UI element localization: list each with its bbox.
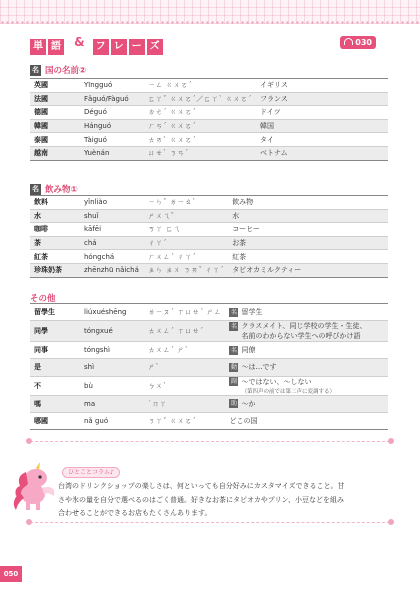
word-cell: 泰國	[30, 133, 80, 147]
part-of-speech-icon: 名	[230, 346, 237, 354]
word-cell: 德國	[30, 106, 80, 120]
title-phrase-box-group	[93, 34, 165, 53]
audio-track-number: 030	[355, 38, 372, 47]
meaning-text: どこの国	[229, 416, 258, 425]
zhuyin-cell: ㄎㄚ ㄈㄟ	[144, 223, 228, 237]
table-row	[30, 321, 388, 342]
pinyin-cell: hóngchá	[80, 250, 144, 264]
zhuyin-cell: ㄈㄚˇ ㄍㄨㄛˊ／ㄈㄚˋ ㄍㄨㄛˊ	[144, 92, 256, 106]
word-cell: 咖啡	[30, 223, 80, 237]
table-row	[30, 250, 388, 264]
word-cell: 同學	[30, 321, 80, 342]
vocab-table-drinks	[30, 195, 388, 278]
section-title-text: その他	[30, 294, 56, 304]
title-char-box: レ	[111, 39, 127, 55]
meaning-text: ～は…です	[241, 363, 277, 372]
pinyin-cell: Déguó	[80, 106, 144, 120]
pinyin-cell: Fǎguó/Fàguó	[80, 92, 144, 106]
section-title-text: 国の名前②	[45, 66, 87, 76]
headphones-icon	[344, 38, 353, 45]
meaning-cell	[225, 359, 388, 376]
pinyin-cell: liúxuéshēng	[80, 304, 144, 321]
word-cell: 不	[30, 376, 80, 395]
pinyin-cell: nǎ guó	[80, 412, 144, 429]
meaning-cell: お茶	[228, 236, 388, 250]
meaning-cell	[225, 395, 388, 412]
title-char-box: ー	[129, 39, 145, 55]
meaning-cell	[225, 376, 388, 395]
table-row	[30, 263, 388, 277]
word-cell: 嗎	[30, 395, 80, 412]
meaning-cell: コーヒー	[228, 223, 388, 237]
pinyin-cell: Yīngguó	[80, 79, 144, 93]
pinyin-cell: zhēnzhū nǎichá	[80, 263, 144, 277]
pinyin-cell: yǐnliào	[80, 196, 144, 210]
table-row	[30, 342, 388, 359]
table-row	[30, 209, 388, 223]
table-row	[30, 196, 388, 210]
meaning-cell: タピオカミルクティー	[228, 263, 388, 277]
page-header	[30, 34, 376, 52]
top-decorative-pattern	[0, 0, 420, 24]
meaning-text: ～か	[241, 399, 256, 408]
zhuyin-cell: ㄔㄚˊ	[144, 236, 228, 250]
pinyin-cell: bù	[80, 376, 144, 395]
table-row	[30, 304, 388, 321]
audio-track-badge	[340, 36, 376, 49]
table-row	[30, 146, 388, 160]
word-cell: 飲料	[30, 196, 80, 210]
word-cell: 法國	[30, 92, 80, 106]
column-line: 台湾のドリンクショップの楽しさは、何といっても自分好みにカスタマイズできること。甘	[58, 482, 345, 490]
meaning-cell: ベトナム	[256, 146, 388, 160]
vocab-table-countries	[30, 78, 388, 161]
vocab-table-other	[30, 303, 388, 430]
meaning-cell	[225, 342, 388, 359]
pinyin-cell: tóngxué	[80, 321, 144, 342]
noun-icon: 名	[32, 184, 39, 193]
pinyin-cell: shì	[80, 359, 144, 376]
zhuyin-cell: ˙ㄇㄚ	[144, 395, 225, 412]
word-cell: 英國	[30, 79, 80, 93]
word-cell: 紅茶	[30, 250, 80, 264]
zhuyin-cell: ㄓㄣ ㄓㄨ ㄋㄞˇ ㄔㄚˊ	[144, 263, 228, 277]
meaning-cell: 韓国	[256, 119, 388, 133]
section-title-drinks	[30, 183, 78, 195]
table-row	[30, 106, 388, 120]
word-cell: 茶	[30, 236, 80, 250]
zhuyin-cell: ㄧㄣˇ ㄌㄧㄠˋ	[144, 196, 228, 210]
pinyin-cell: Tàiguó	[80, 133, 144, 147]
pinyin-cell: ma	[80, 395, 144, 412]
meaning-cell: 飲み物	[228, 196, 388, 210]
section-title-text: 飲み物①	[45, 185, 78, 195]
meaning-cell	[225, 321, 388, 342]
zhuyin-cell: ㄊㄞˋ ㄍㄨㄛˊ	[144, 133, 256, 147]
table-row	[30, 236, 388, 250]
meaning-cell: イギリス	[256, 79, 388, 93]
meaning-text: 留学生	[241, 308, 263, 317]
word-cell: 韓國	[30, 119, 80, 133]
column-text	[58, 480, 388, 521]
meaning-cell	[225, 304, 388, 321]
title-word-box-group	[30, 34, 71, 53]
part-of-speech-icon: 名	[230, 308, 237, 316]
word-cell: 水	[30, 209, 80, 223]
table-row	[30, 92, 388, 106]
divider-dot	[388, 438, 394, 444]
zhuyin-cell: ㄅㄨˋ	[144, 376, 225, 395]
part-of-speech-icon: 名	[230, 322, 237, 330]
zhuyin-cell: ㄧㄥ ㄍㄨㄛˊ	[144, 79, 256, 93]
word-cell: 珍珠奶茶	[30, 263, 80, 277]
zhuyin-cell: ㄉㄜˊ ㄍㄨㄛˊ	[144, 106, 256, 120]
zhuyin-cell: ㄕˋ	[144, 359, 225, 376]
meaning-cell: 紅茶	[228, 250, 388, 264]
zhuyin-cell: ㄊㄨㄥˊ ㄒㄩㄝˊ	[144, 321, 225, 342]
title-char-box: 単	[30, 39, 46, 55]
zhuyin-cell: ㄏㄢˊ ㄍㄨㄛˊ	[144, 119, 256, 133]
zhuyin-cell: ㄩㄝˋ ㄋㄢˊ	[144, 146, 256, 160]
table-row	[30, 119, 388, 133]
zhuyin-cell: ㄊㄨㄥˊ ㄕˋ	[144, 342, 225, 359]
zhuyin-cell: ㄋㄚˇ ㄍㄨㄛˊ	[144, 412, 225, 429]
table-row	[30, 133, 388, 147]
meaning-cell: ドイツ	[256, 106, 388, 120]
column-line: 合わせることができるお店もたくさんあります。	[58, 509, 212, 517]
meaning-text: ～ではない、～しない	[241, 377, 312, 386]
table-row	[30, 412, 388, 429]
pinyin-cell: Yuènán	[80, 146, 144, 160]
section-title-countries	[30, 64, 86, 76]
pinyin-cell: tóngshì	[80, 342, 144, 359]
meaning-cell: フランス	[256, 92, 388, 106]
title-ampersand: &	[74, 35, 85, 49]
word-cell: 是	[30, 359, 80, 376]
zhuyin-cell: ㄕㄨㄟˇ	[144, 209, 228, 223]
column-tag: ひとことコラム♪	[62, 467, 120, 478]
meaning-text: 同僚	[241, 346, 256, 355]
meaning-note: （第四声の前では第二声に変調する）	[241, 388, 335, 395]
table-row	[30, 376, 388, 395]
title-char-box: ズ	[147, 39, 163, 55]
meaning-text: クラスメイト、同じ学校の学生・生徒、	[241, 322, 367, 331]
pinyin-cell: shuǐ	[80, 209, 144, 223]
divider-dot	[26, 519, 32, 525]
table-row	[30, 223, 388, 237]
table-row	[30, 359, 388, 376]
zhuyin-cell: ㄏㄨㄥˊ ㄔㄚˊ	[144, 250, 228, 264]
meaning-note: 名前のわからない学生への呼びかけ語	[241, 332, 361, 341]
unicorn-mascot-icon	[6, 462, 58, 524]
part-of-speech-icon: 助	[230, 400, 237, 408]
word-cell: 哪國	[30, 412, 80, 429]
noun-icon: 名	[32, 65, 39, 74]
divider-dashed-top	[30, 441, 390, 442]
column-line: さや氷の量を自分で選べるのはごく普通。好きなお茶にタピオカやプリン、小豆などを組み	[58, 495, 344, 504]
divider-dot	[26, 438, 32, 444]
word-cell: 留學生	[30, 304, 80, 321]
part-of-speech-icon: 副	[230, 378, 237, 386]
table-row	[30, 395, 388, 412]
pinyin-cell: Hánguó	[80, 119, 144, 133]
title-char-box: 語	[48, 39, 64, 55]
word-cell: 越南	[30, 146, 80, 160]
zhuyin-cell: ㄌㄧㄡˊ ㄒㄩㄝˊ ㄕㄥ	[144, 304, 225, 321]
page-number: 050	[0, 566, 22, 582]
word-cell: 同事	[30, 342, 80, 359]
meaning-cell: タイ	[256, 133, 388, 147]
meaning-cell: 水	[228, 209, 388, 223]
pinyin-cell: chá	[80, 236, 144, 250]
divider-dashed-bottom	[30, 522, 390, 523]
pinyin-cell: kāfēi	[80, 223, 144, 237]
divider-dot	[388, 519, 394, 525]
meaning-cell	[225, 412, 388, 429]
title-char-box: フ	[93, 39, 109, 55]
part-of-speech-icon: 動	[230, 363, 237, 371]
table-row	[30, 79, 388, 93]
